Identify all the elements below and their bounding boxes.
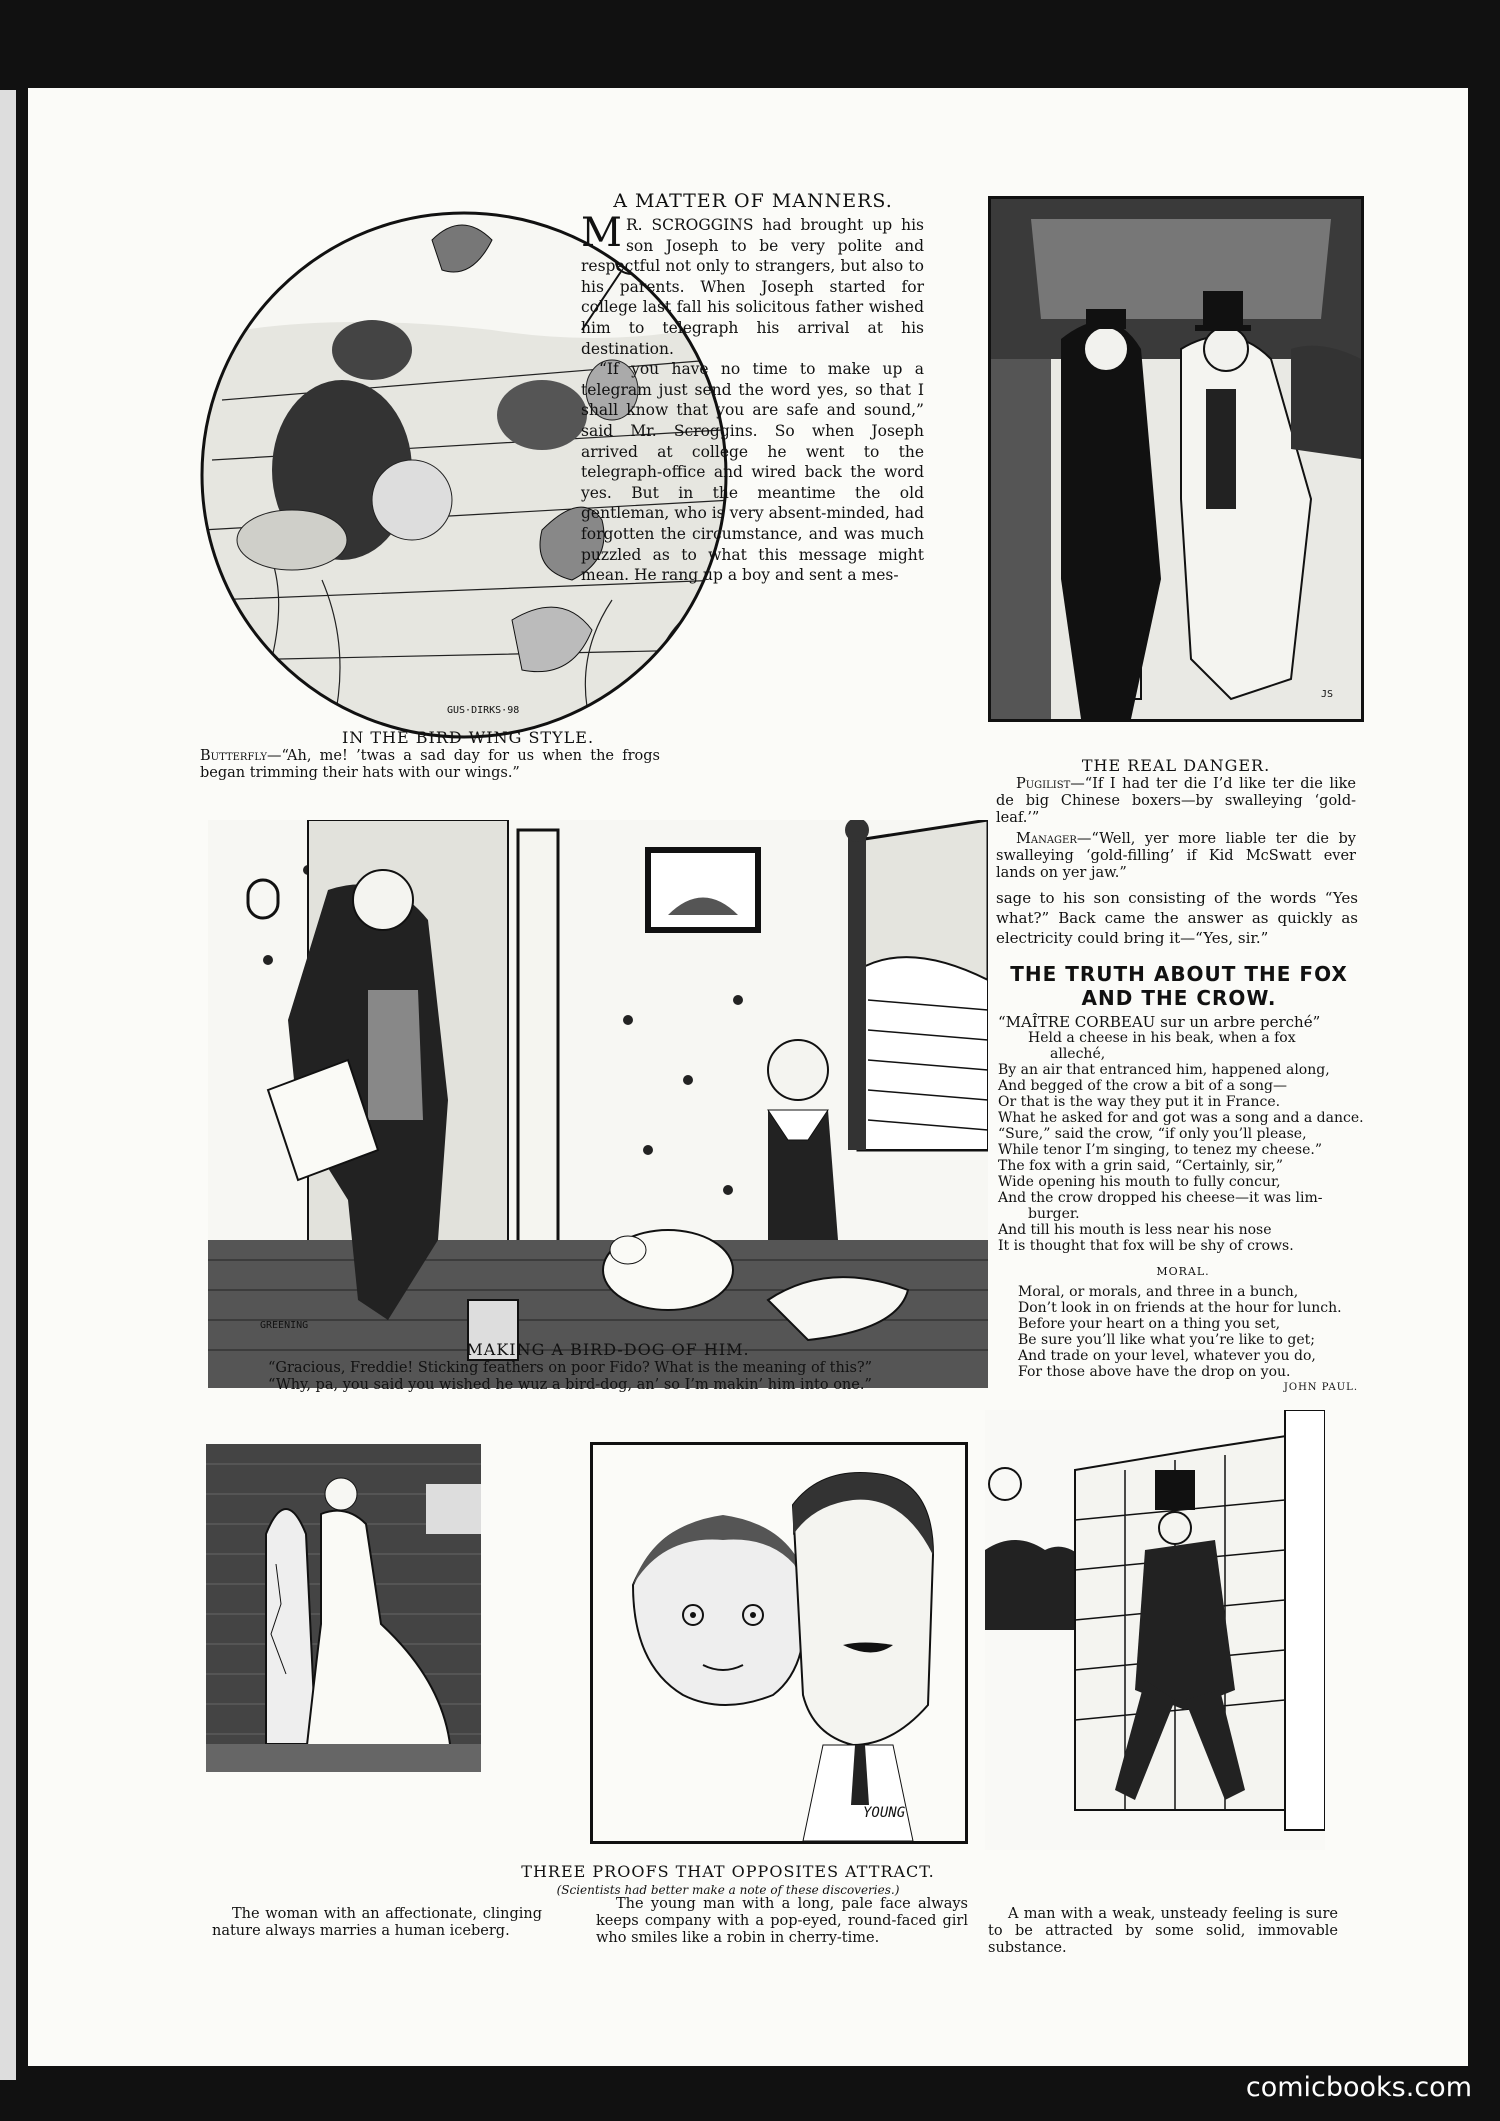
pugilist-speaker: Pugilist — [1016, 776, 1071, 792]
manager-line: —“Well, yer more liable ter die by swalleying ‘gold-filling’ if Kid McSwatt ever lands on yer jaw.” — [996, 831, 1356, 881]
poem-line: While tenor I’m singing, to tenez my cheese.” — [998, 1142, 1322, 1158]
fox-crow-poem — [998, 1014, 1368, 1396]
faces-signature: YOUNG — [863, 1805, 906, 1821]
fox-crow-title — [994, 962, 1364, 1010]
fox-crow-title-line-1: THE TRUTH ABOUT THE FOX — [1010, 962, 1348, 986]
poem-line: And till his mouth is less near his nose — [998, 1222, 1272, 1238]
real-danger-illustration — [988, 196, 1364, 722]
poem-line: “MAÎTRE CORBEAU sur un arbre perché” — [998, 1013, 1321, 1031]
moral-line: For those above have the drop on you. — [1018, 1364, 1291, 1380]
poem-line: Held a cheese in his beak, when a fox — [1028, 1030, 1296, 1046]
manager-speaker: Manager — [1016, 831, 1077, 847]
poem-line: Wide opening his mouth to fully concur, — [998, 1174, 1281, 1190]
moral-line: Don’t look in on friends at the hour for lunch. — [1018, 1300, 1342, 1316]
scan-edge — [0, 90, 16, 2080]
round-face-long-face-drawing — [593, 1445, 965, 1841]
poem-line: And the crow dropped his cheese—it was lim- — [998, 1190, 1323, 1206]
watermark: comicbooks.com — [1245, 2072, 1472, 2103]
bird-wing-caption — [200, 748, 660, 782]
poem-line: alleché, — [1050, 1046, 1106, 1062]
iceberg-illustration — [206, 1444, 481, 1772]
poem-line: Or that is the way they put it in France. — [998, 1094, 1281, 1110]
poem-line: It is thought that fox will be shy of crows. — [998, 1238, 1294, 1254]
woman-iceberg-drawing — [206, 1444, 481, 1772]
bird-wing-title: IN THE BIRD WING STYLE. — [341, 728, 595, 747]
poem-line: And begged of the crow a bit of a song— — [998, 1078, 1288, 1094]
opposites-middle-caption: The young man with a long, pale face always keeps company with a pop-eyed, round-faced girl who smiles like a robin in cherry-time. — [596, 1896, 968, 1946]
bird-wing-signature: GUS·DIRKS·98 — [447, 705, 520, 716]
opposites-right-caption: A man with a weak, unsteady feeling is sure to be attracted by some solid, immovable substance. — [988, 1906, 1338, 1956]
manners-paragraph-2: “If you have no time to make up a telegram just send the word yes, so that I shall know that you are safe and sound,” said Mr. Scroggins. So when Joseph arrived at college he went to the telegraph-office and wired back the word yes. But in the meantime the old gentleman, who is very absent-minded, had forgotten the circumstance, and was much puzzled as to what this message might mean. He rang up a boy and sent a mes- — [581, 360, 924, 585]
moral-line: Before your heart on a thing you set, — [1018, 1316, 1281, 1332]
moral-stanza — [998, 1284, 1368, 1380]
father-boy-dog-drawing — [208, 820, 988, 1388]
pugilist-line: —“If I had ter die I’d like ter die like de big Chinese boxers—by swalleying ‘gold-leaf.’” — [996, 776, 1356, 826]
poem-line: What he asked for and got was a song and a dance. — [998, 1110, 1364, 1126]
moral-heading: MORAL. — [1156, 1265, 1210, 1278]
wall-illustration — [985, 1410, 1325, 1850]
bird-wing-text: —“Ah, me! ’twas a sad day for us when the frogs began trimming their hats with our wings.” — [200, 748, 660, 781]
fox-crow-title-line-2: AND THE CROW. — [1081, 986, 1277, 1010]
manners-text — [581, 210, 924, 586]
bird-dog-title: MAKING A BIRD-DOG OF HIM. — [466, 1340, 750, 1359]
opposites-title: THREE PROOFS THAT OPPOSITES ATTRACT. — [521, 1862, 935, 1881]
real-danger-title: THE REAL DANGER. — [1081, 756, 1271, 775]
opposites-subtitle: (Scientists had better make a note of these discoveries.) — [556, 1883, 900, 1897]
poem-author: JOHN PAUL. — [1283, 1382, 1358, 1393]
bird-dog-caption — [268, 1360, 988, 1394]
poem-line: The fox with a grin said, “Certainly, sir,” — [998, 1158, 1284, 1174]
bird-dog-signature: GREENING — [260, 1320, 309, 1331]
moral-line: Moral, or morals, and three in a bunch, — [1018, 1284, 1299, 1300]
manners-paragraph-1: R. SCROGGINS had brought up his son Joseph to be very polite and respectful not only to strangers, but also to his parents. When Joseph started for college last fall his solicitous father wished him to telegraph his arrival at his destination. — [581, 216, 924, 358]
real-danger-caption — [996, 776, 1356, 882]
bird-dog-illustration — [208, 820, 988, 1388]
moral-line: And trade on your level, whatever you do, — [1018, 1348, 1316, 1364]
bird-dog-line-2: “Why, pa, you said you wished he wuz a bird-dog, an’ so I’m makin’ him into one.” — [268, 1377, 872, 1393]
real-danger-signature: JS — [1321, 689, 1334, 700]
manners-continuation: sage to his son consisting of the words “Yes what?” Back came the answer as quickly as electricity could bring it—“Yes, sir.” — [996, 889, 1358, 947]
manners-title: A MATTER OF MANNERS. — [613, 190, 893, 212]
man-leaning-wall-drawing — [985, 1410, 1325, 1850]
poem-line: “Sure,” said the crow, “if only you’ll please, — [998, 1126, 1307, 1142]
faces-illustration — [590, 1442, 968, 1844]
bird-dog-line-1: “Gracious, Freddie! Sticking feathers on poor Fido? What is the meaning of this?” — [268, 1360, 873, 1376]
magazine-page — [28, 88, 1468, 2066]
pugilist-manager-drawing — [991, 199, 1361, 719]
poem-line: By an air that entranced him, happened along, — [998, 1062, 1330, 1078]
moral-line: Be sure you’ll like what you’re like to get; — [1018, 1332, 1315, 1348]
opposites-left-caption: The woman with an affectionate, clinging nature always marries a human iceberg. — [212, 1906, 542, 1939]
poem-line: burger. — [1028, 1206, 1080, 1222]
manners-dropcap: M — [581, 210, 622, 256]
bird-wing-speaker: Butterfly — [200, 748, 267, 764]
